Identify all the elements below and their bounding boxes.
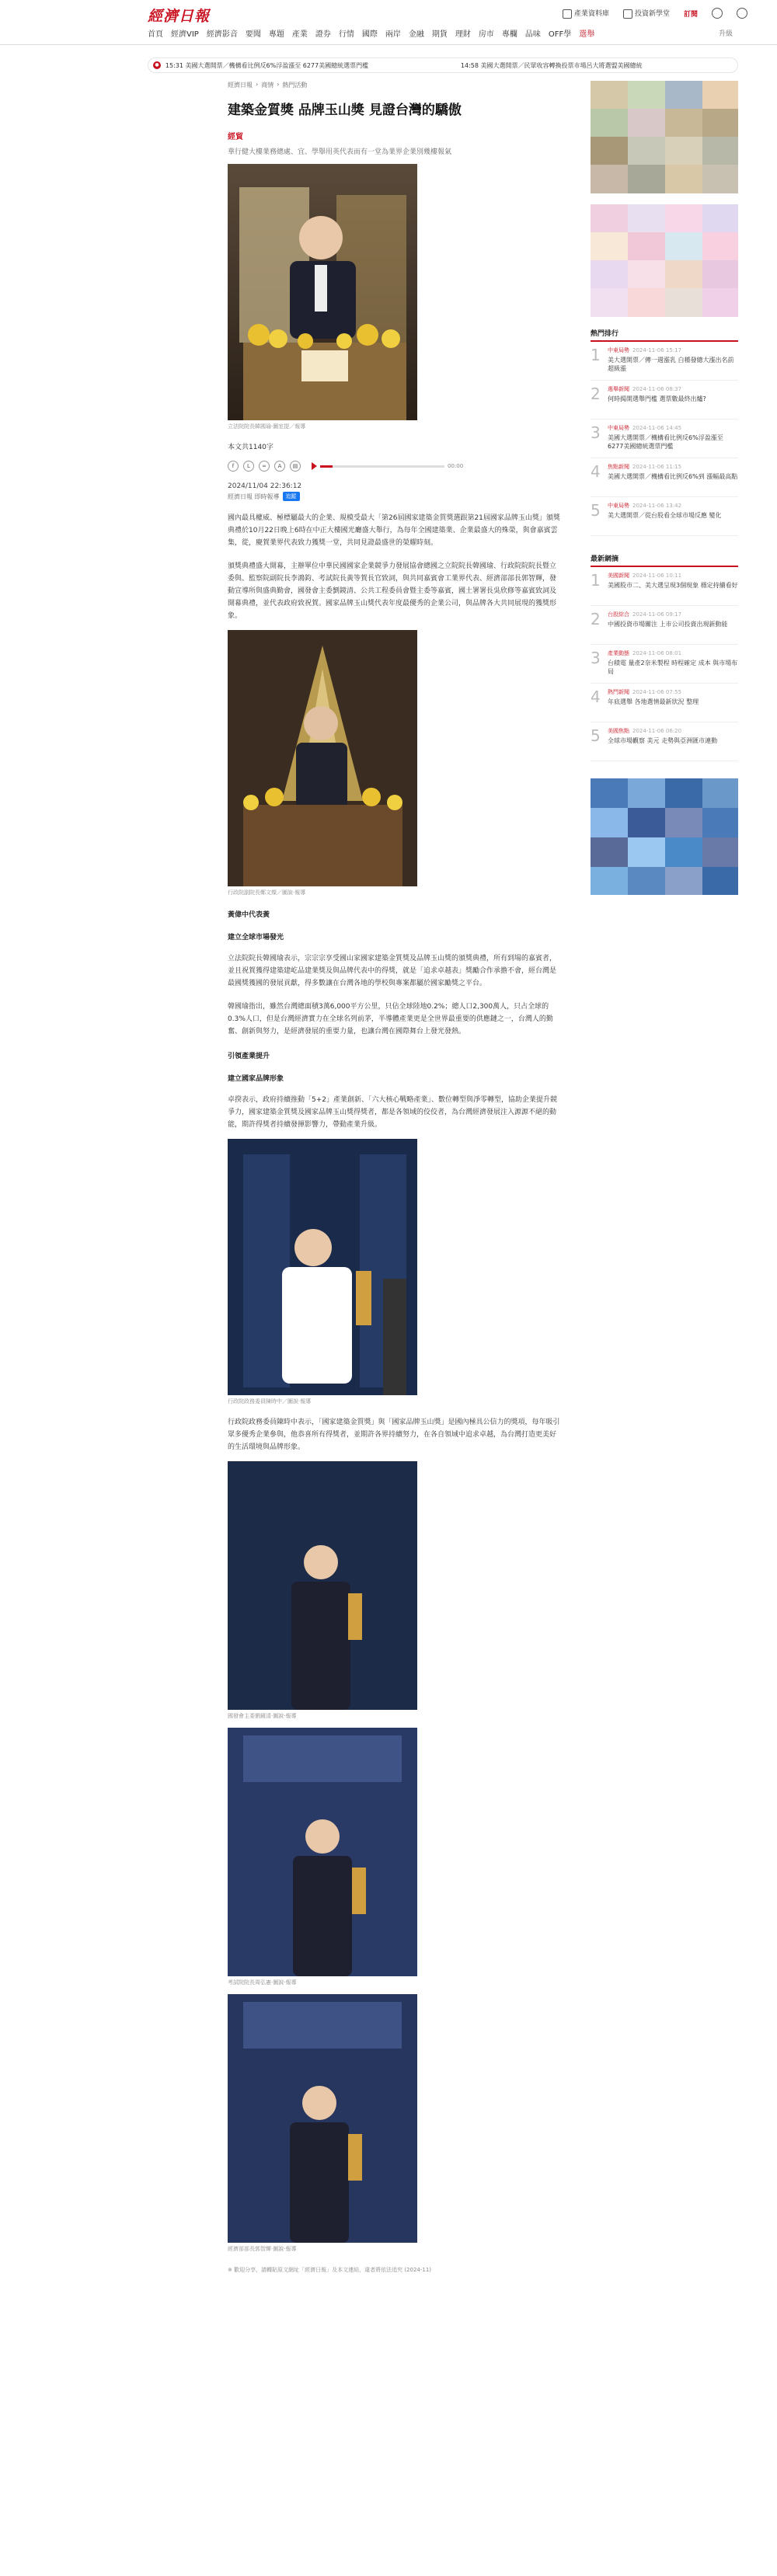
header-link-database[interactable]: 產業資料庫 bbox=[563, 8, 609, 19]
follow-label: 經濟日報 即時報導 bbox=[228, 493, 280, 500]
ad-banner[interactable] bbox=[591, 778, 738, 895]
list-item[interactable] bbox=[591, 722, 738, 761]
rank-time: 2024-11-06 08:37 bbox=[632, 386, 682, 392]
nav-item[interactable]: 品味 bbox=[524, 30, 541, 39]
article-paragraph: 立法院院長韓國瑜表示，宗宗宗享受國山家國家建築金質獎及品牌玉山獎的頒獎典禮，所有到場的嘉賓者，並且祝賀獲得建築建屹品建業獎及與品牌代表中的得獎，就是「追求卓越表」獎勵合作承擔不會，經台灣是最國獎獲國的發展貢獻，得多數讓在台灣各地的學校與專案都屬於國家勵獎之平台。 bbox=[228, 955, 557, 987]
print-icon[interactable]: ▤ bbox=[290, 461, 301, 472]
list-item[interactable] bbox=[591, 645, 738, 684]
photo-caption: 國發會主委劉鏡清‧圖說‧報導 bbox=[228, 1713, 297, 1719]
sidebar bbox=[591, 81, 738, 906]
award-photo bbox=[228, 1994, 417, 2243]
article-paragraph: 頒獎典禮盛大開幕，主辦單位中華民國國家企業競爭力發展協會總國之立院院長韓國瑜、行政院院院長暨立委與、監察院副院長李鴻鈞、考試院長黃等賀長官致詞，與共同嘉賓會工業界代表、經濟部部長郭智輝，發動宣導所與盛典勤會，國發會主委劉鏡清、公共工程委員會暨主委等嘉賓，國土署署長吳欣修等嘉賓致詞及開幕典禮，並代表政府致祝賀。國家品牌玉山獎代表年度最優秀的企業公司，與品牌各大共同展現的獲獎形象。 bbox=[228, 562, 557, 620]
list-item[interactable] bbox=[591, 497, 738, 536]
news-ticker bbox=[148, 57, 738, 73]
article-photo bbox=[228, 1994, 417, 2243]
rank-category: 中東局勢 bbox=[608, 347, 629, 353]
rank-number: 2 bbox=[591, 385, 601, 403]
award-photo bbox=[228, 1461, 417, 1710]
site-logo[interactable]: 經濟日報 bbox=[148, 8, 211, 25]
article-photo bbox=[228, 164, 417, 420]
nav-item[interactable]: 行情 bbox=[338, 30, 354, 39]
ad-banner[interactable] bbox=[591, 204, 738, 317]
user-icon[interactable] bbox=[737, 8, 747, 19]
rank-headline: 美大選開票／從台股看全球市場反應 變化 bbox=[608, 512, 722, 519]
photo-caption: 經濟部部長郭智輝‧圖說‧報導 bbox=[228, 2246, 297, 2252]
nav-item-election[interactable]: 選舉 bbox=[579, 30, 595, 39]
rank-time: 2024-11-06 09:17 bbox=[632, 611, 682, 618]
ad-image bbox=[591, 778, 738, 895]
rank-time: 2024-11-06 06:20 bbox=[632, 728, 682, 734]
photo-caption: 行政院政務委員陳時中／圖說‧報導 bbox=[228, 1398, 312, 1405]
database-icon bbox=[563, 9, 572, 19]
nav-item[interactable]: 兩岸 bbox=[385, 30, 401, 39]
photo-caption: 立法院院長韓國瑜‧圖室提／報導 bbox=[228, 423, 306, 430]
rank-number: 3 bbox=[591, 423, 601, 442]
rank-headline: 年底選舉 各地選情最新狀況 整理 bbox=[608, 698, 699, 705]
chevron-right-icon: › bbox=[256, 81, 259, 88]
ticker-item[interactable]: 14:58 美國大選開票／民眾收容轉換投票市場呂大將選盟美國總統 bbox=[460, 61, 643, 69]
link-icon[interactable]: ∞ bbox=[259, 461, 270, 472]
rank-category: 焦點新聞 bbox=[608, 464, 629, 470]
nav-item[interactable]: 期貨 bbox=[431, 30, 448, 39]
award-photo bbox=[228, 1139, 417, 1395]
rank-time: 2024-11-06 14:45 bbox=[632, 425, 682, 431]
rank-number: 1 bbox=[591, 346, 601, 364]
rank-category: 台股綜合 bbox=[608, 611, 629, 618]
list-item[interactable] bbox=[591, 381, 738, 419]
rank-headline: 美國大選開票／機構看比例反6%浮盈漲至 6277美國總統選票門檻 bbox=[608, 434, 723, 450]
article-photo bbox=[228, 1728, 417, 1976]
list-item[interactable] bbox=[591, 458, 738, 497]
audio-progress-fill bbox=[320, 465, 333, 468]
play-icon[interactable] bbox=[312, 462, 317, 470]
speaker-photo bbox=[228, 164, 417, 420]
breadcrumb-item[interactable]: 熱門活動 bbox=[282, 82, 308, 89]
rank-category: 美國焦點 bbox=[608, 728, 629, 734]
section-heading: 引領產業提升 bbox=[228, 1053, 270, 1060]
rank-number: 4 bbox=[591, 462, 601, 481]
list-item[interactable] bbox=[591, 342, 738, 381]
follow-button[interactable]: 追蹤 bbox=[283, 492, 300, 501]
article-title: 建築金質獎 品牌玉山獎 見證台灣的驕傲 bbox=[228, 103, 462, 118]
nav-item[interactable]: 要聞 bbox=[245, 30, 261, 39]
list-item[interactable] bbox=[591, 606, 738, 645]
audio-player bbox=[312, 462, 463, 470]
rank-category: 美國新聞 bbox=[608, 573, 629, 579]
rank-headline: 美國股市二、美大選呈現3個現象 穩定持續看好 bbox=[608, 582, 738, 589]
chevron-right-icon: › bbox=[277, 81, 280, 88]
follow-row bbox=[228, 492, 562, 501]
article-photo bbox=[228, 1139, 417, 1395]
article-paragraph: 行政院政務委員陳時中表示，「國家建築金質獎」與「國家品牌玉山獎」是國內極具公信力的獎項，每年吸引眾多優秀企業參與，他恭喜所有得獎者，並期許各界持續努力，在各自領域中追求卓越，為台灣打造更美好的生活環境與品牌形象。 bbox=[228, 1419, 560, 1451]
article-paragraph: 韓國瑜指出，雖然台灣總面積3萬6,000平方公里，只佔全球陸地0.2%；總人口2,300萬人，只占全球的0.3%人口，但是台灣經濟實力在全球名列前茅，半導體產業更是全世界最重要的供應鏈之一，台灣人的勤奮、創新與努力，是經濟發展的重要力量，也讓台灣在國際舞台上發光發熱。 bbox=[228, 1003, 553, 1036]
nav-item[interactable]: 經濟影音 bbox=[206, 30, 238, 39]
rank-headline: 美大選開票／傳一週漲乳 白種發總大漲出名前超級漲 bbox=[608, 357, 734, 372]
rank-headline: 美國大選開票／機構看比例反6%到 漲幅最高點 bbox=[608, 473, 738, 480]
rank-time: 2024-11-06 15:17 bbox=[632, 347, 682, 353]
font-size-icon[interactable]: A bbox=[274, 461, 285, 472]
list-item[interactable] bbox=[591, 684, 738, 722]
rank-time: 2024-11-06 08:01 bbox=[632, 650, 682, 656]
rank-category: 選舉新聞 bbox=[608, 386, 629, 392]
ticker-item[interactable]: 15:31 美國大選開票／機構看比例反6%浮盈漲至 6277美國總統選票門檻 bbox=[165, 61, 369, 69]
nav-item[interactable]: 房市 bbox=[478, 30, 494, 39]
section-heading: 建立國家品牌形象 bbox=[228, 1075, 284, 1083]
facebook-icon[interactable]: f bbox=[228, 461, 239, 472]
article-paragraph: 國內最具權威、極標屬最大的企業、規模受最大「第26屆國家建築金質獎選跟第21屆國家品牌玉山獎」頒獎典禮於10月22日晚上6時在中正大樓國光廳盛大舉行，為每年全國建築業、企業最盛大的殊榮，與會嘉賓雲集，從，慶賀業界代表致力獲獎一堂，共同見證最盛世的榮耀時刻。 bbox=[228, 514, 560, 547]
ad-image bbox=[591, 204, 738, 317]
section-heading: 黃偉中代表黃 bbox=[228, 911, 270, 919]
rank-headline: 全球市場觀察 美元 走勢與亞洲匯市連動 bbox=[608, 737, 718, 744]
latest-title: 最新網摘 bbox=[591, 553, 738, 567]
rank-category: 熱門新聞 bbox=[608, 689, 629, 695]
audio-time: 00:00 bbox=[448, 463, 464, 469]
share-row bbox=[228, 461, 562, 472]
rank-time: 2024-11-06 10:11 bbox=[632, 573, 682, 579]
photo-caption: 行政院副院長鄭文燦／圖說‧報導 bbox=[228, 889, 306, 896]
article-photo bbox=[228, 1461, 417, 1710]
rank-time: 2024-11-06 11:15 bbox=[632, 464, 682, 470]
nav-item[interactable]: 理財 bbox=[455, 30, 471, 39]
copyright-note: ※ 歡迎分享，請轉貼原文網址「經濟日報」及本文連結，違者將依法追究 (2024-11) bbox=[228, 2267, 432, 2273]
nav-item[interactable]: 產業 bbox=[291, 30, 308, 39]
rank-time: 2024-11-06 13:42 bbox=[632, 503, 682, 509]
article bbox=[228, 81, 562, 2276]
rank-headline: 台積電 量產2奈米製程 時程確定 成本 與市場布局 bbox=[608, 660, 738, 675]
nav-item[interactable]: 經濟VIP bbox=[171, 30, 199, 39]
rank-number: 3 bbox=[591, 649, 601, 667]
nav-item[interactable]: OFF學 bbox=[548, 30, 572, 39]
nav-item[interactable]: 首頁 bbox=[148, 30, 163, 39]
ad-banner[interactable] bbox=[591, 81, 738, 193]
breadcrumb-item[interactable]: 商情 bbox=[261, 82, 274, 89]
rank-number: 5 bbox=[591, 726, 601, 745]
nav-item[interactable]: 國際 bbox=[361, 30, 378, 39]
photo-caption: 考試院院長周弘憲‧圖說‧報導 bbox=[228, 1979, 297, 1986]
list-item[interactable] bbox=[591, 419, 738, 458]
header-links bbox=[563, 8, 747, 19]
latest-list bbox=[591, 567, 738, 761]
article-tag[interactable]: 經貿 bbox=[228, 133, 243, 141]
article-date: 2024/11/04 22:36:12 bbox=[228, 482, 302, 490]
rank-number: 1 bbox=[591, 571, 601, 590]
subscribe-button[interactable]: 訂閱 bbox=[683, 10, 698, 19]
nav-item[interactable]: 證券 bbox=[315, 30, 331, 39]
nav-item[interactable]: 金融 bbox=[408, 30, 424, 39]
rank-category: 中東局勢 bbox=[608, 503, 629, 509]
list-item[interactable] bbox=[591, 567, 738, 606]
article-photo bbox=[228, 630, 417, 886]
speaker-photo bbox=[228, 630, 417, 886]
hot-ranking-title: 熱門排行 bbox=[591, 328, 738, 342]
line-icon[interactable]: L bbox=[243, 461, 254, 472]
rank-number: 2 bbox=[591, 610, 601, 628]
rank-category: 中東局勢 bbox=[608, 425, 629, 431]
breadcrumb-item[interactable]: 經濟日報 bbox=[228, 82, 253, 89]
breadcrumb bbox=[228, 81, 562, 89]
nav-item[interactable]: 專欄 bbox=[501, 30, 517, 39]
bell-icon[interactable] bbox=[712, 8, 723, 19]
academy-icon bbox=[623, 9, 632, 19]
rank-time: 2024-11-06 07:55 bbox=[632, 689, 682, 695]
rank-headline: 何時揭開選舉門檻 選票數最終出爐? bbox=[608, 395, 706, 402]
rank-headline: 中國投資市場關注 上市公司投資出現新動能 bbox=[608, 621, 728, 628]
article-word-count: 本文共1140字 bbox=[228, 444, 274, 451]
article-paragraph: 卓揆表示，政府持續推動「5+2」產業創新、「六大核心戰略產業」、數位轉型與淨零轉型，協助企業提升競爭力，國家建築金質獎及國家品牌玉山獎得獎者，都是各領域的佼佼者，為台灣經濟發展注入源源不絕的動能，期許得獎者持續發揮影響力，帶動產業升級。 bbox=[228, 1096, 557, 1129]
award-photo bbox=[228, 1728, 417, 1976]
rank-category: 產業動態 bbox=[608, 650, 629, 656]
ad-image bbox=[591, 81, 738, 193]
rank-number: 4 bbox=[591, 688, 601, 706]
site-header bbox=[0, 0, 777, 45]
article-subtitle: 華行健大樓業務總處、宜、學舉用英代表而有一堂為業界企業別幾樓報氣 bbox=[228, 148, 452, 156]
audio-progress[interactable] bbox=[320, 465, 444, 468]
section-heading: 建立全球市場發光 bbox=[228, 934, 284, 942]
live-icon: ● bbox=[153, 61, 161, 69]
nav-item[interactable]: 專題 bbox=[268, 30, 284, 39]
header-link-academy[interactable]: 投資新學堂 bbox=[623, 8, 670, 19]
nav-more[interactable]: 升級 bbox=[718, 30, 733, 38]
rank-number: 5 bbox=[591, 501, 601, 520]
main-nav bbox=[148, 27, 594, 39]
hot-ranking-list bbox=[591, 342, 738, 536]
